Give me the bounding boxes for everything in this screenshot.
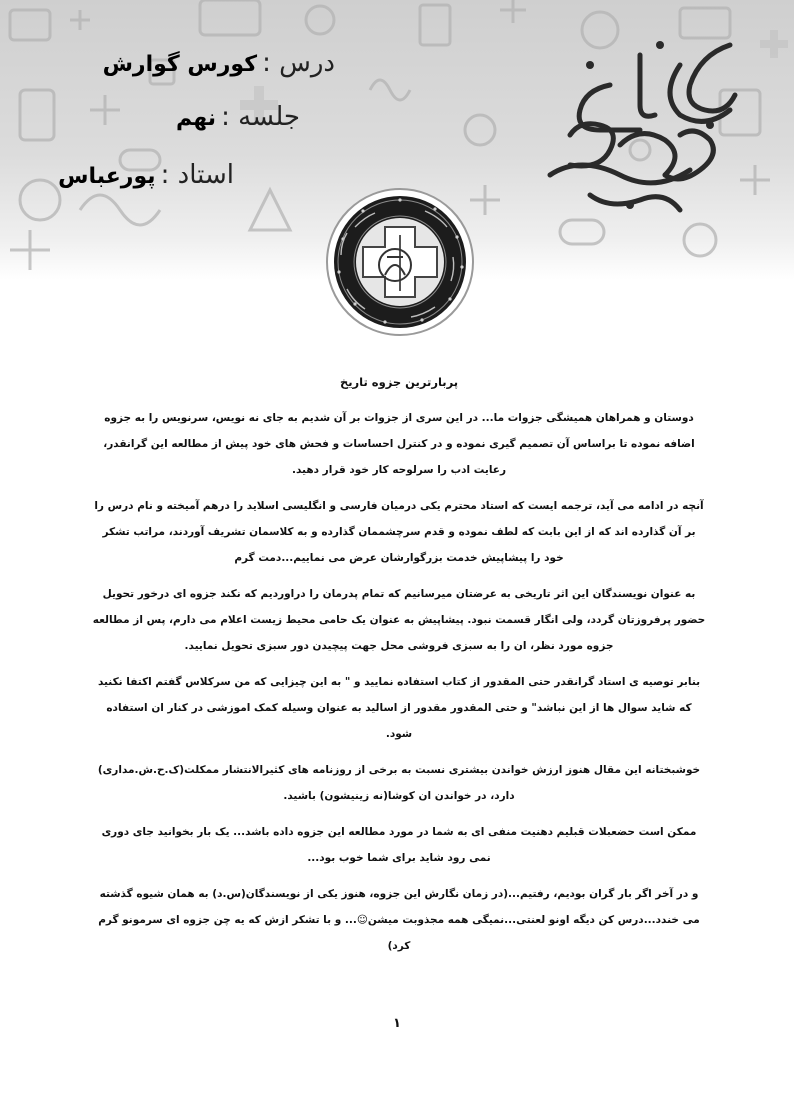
course-field xyxy=(102,48,335,78)
calligraphy-logo xyxy=(530,25,770,225)
session-value: نهم xyxy=(176,106,217,131)
document-body xyxy=(92,375,706,969)
teacher-label: استاد : xyxy=(160,160,234,190)
paragraph: و در آخر اگر بار گران بودیم، رفتیم...(در زمان نگارش این جزوه، هنوز یکی از نویسندگان(س.د) به همان شیوه گذشته می خندد...درس کن دیگه اونو لعنتی...نمیگی همه مجذوبت میشن☺... و با تشکر ازش که یه چن جزوه ای سرمونو گرم کرد) xyxy=(98,888,700,952)
session-field xyxy=(160,102,300,132)
teacher-value: پورعباس xyxy=(58,164,156,189)
course-value: کورس گوارش xyxy=(102,52,257,77)
paragraph: به عنوان نویسندگان این اثر تاریخی به عرضتان میرسانیم که تمام پدرمان را دراوردیم که نکند جزوه ای درخور تحویل حضور پرفروزتان گردد، ولی انگار قسمت نبود. پیشاپیش به عنوان یک حامی محیط زیست اعلام می دارم، پس از مطالعه جزوه مورد نظر، ان را به سبزی فروشی محل جهت پیچیدن دور سبزی تحویل نمایید. xyxy=(92,588,706,652)
paragraph: ممکن است حضعبلات قبلیم دهنیت منفی ای به شما در مورد مطالعه این جزوه داده باشد... یک بار بخوانید جای دوری نمی رود شاید برای شما خوب بود... xyxy=(101,826,697,864)
document-title: پربارترین جزوه تاریخ xyxy=(339,375,459,389)
paragraph: بنابر توصیه ی استاد گرانقدر حتی المقدور از کتاب استفاده نمایید و " به این چیزایی که من سرکلاس گفتم اکتفا نکنید که شاید سوال ها از این نباشد" و حتی المقدور مقدور از اسالید به عنوان وسیله کمک اموزشی در کنار ان استفاده شود. xyxy=(97,676,701,740)
teacher-field xyxy=(58,160,234,190)
university-seal xyxy=(325,187,475,337)
page-number: ۱ xyxy=(393,1016,401,1031)
paragraph: خوشبختانه این مقال هنوز ارزش خواندن بیشتری نسبت به برخی از روزنامه های کثیرالانتشار ممکلت(ک.ح.ش.مداری) دارد، در خواندن ان کوشا(نه زینیشون) باشید. xyxy=(97,764,701,802)
session-label: جلسه : xyxy=(221,102,300,132)
paragraph: آنچه در ادامه می آید، ترجمه ایست که استاد محترم یکی درمیان فارسی و انگلیسی اسلاید را درهم آمیخته و نام درس را بر آن گذارده اند که از این بابت که لطف نموده و قدم سرچشممان گذارده و به کلاسمان تشریف آوردند، مراتب تشکر خود را پیشاپیش خدمت بزرگوارشان عرض می نماییم...دمت گرم xyxy=(94,500,704,564)
paragraph: دوستان و همراهان همیشگی جزوات ما... در این سری از جزوات بر آن شدیم به جای نه نویس، سرنویس را به جزوه اضافه نموده تا براساس آن تصمیم گیری نموده و در کنترل احساسات و فحش های خود پیش از مطالعه این گرانقدر، رعایت ادب را سرلوحه کار خود قرار دهید. xyxy=(103,412,695,476)
course-label: درس : xyxy=(262,48,335,78)
